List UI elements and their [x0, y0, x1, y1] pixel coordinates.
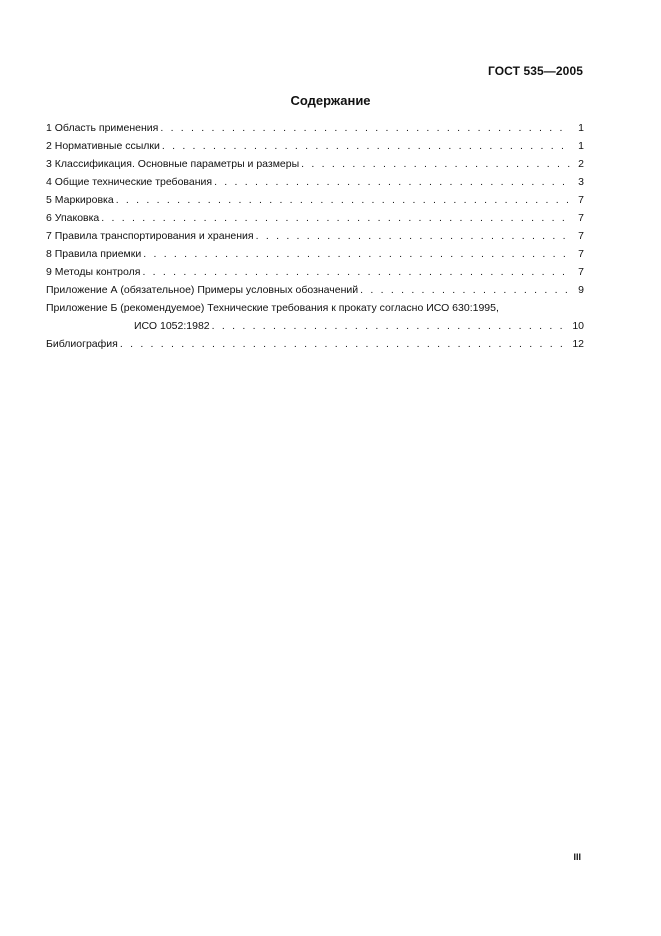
toc-entry-5[interactable] [46, 191, 584, 209]
toc-entry-page: 10 [572, 320, 584, 332]
toc-entry-label: 4 Общие технические требования [46, 176, 213, 188]
toc-entry-page: 1 [578, 122, 584, 134]
dot-leader [160, 119, 570, 137]
toc-entry-1[interactable] [46, 119, 584, 137]
toc-entry-label: Приложение А (обязательное) Примеры условных обозначений [46, 284, 359, 296]
toc-entry-page: 7 [578, 230, 584, 242]
toc-entry-2[interactable] [46, 137, 584, 155]
toc-entry-label: 1 Область применения [46, 122, 159, 134]
dot-leader [301, 155, 570, 173]
dot-leader [214, 173, 570, 191]
toc-entry-4[interactable] [46, 173, 584, 191]
toc-entry-bibliography[interactable] [46, 335, 584, 353]
toc-entry-label: 3 Классификация. Основные параметры и размеры [46, 158, 300, 170]
toc-entry-label-line1: Приложение Б (рекомендуемое) Технические требования к прокату согласно ИСО 630:1995, [46, 302, 499, 314]
toc-entry-page: 7 [578, 248, 584, 260]
toc-entry-9[interactable] [46, 263, 584, 281]
toc-entry-label: 9 Методы контроля [46, 266, 141, 278]
toc-entry-page: 12 [572, 338, 584, 350]
page-number: III [573, 852, 581, 862]
toc-entry-page: 7 [578, 212, 584, 224]
toc-entry-label: 7 Правила транспортирования и хранения [46, 230, 254, 242]
toc-entry-8[interactable] [46, 245, 584, 263]
toc-entry-7[interactable] [46, 227, 584, 245]
toc-entry-appendix-b[interactable] [46, 299, 584, 335]
toc-entry-3[interactable] [46, 155, 584, 173]
toc-entry-page: 9 [578, 284, 584, 296]
toc-entry-page: 2 [578, 158, 584, 170]
document-code-header: ГОСТ 535—2005 [487, 64, 583, 78]
toc-entry-label: 6 Упаковка [46, 212, 100, 224]
dot-leader [116, 191, 570, 209]
dot-leader [143, 245, 570, 263]
toc-entry-label: Библиография [46, 338, 118, 350]
toc-entry-page: 7 [578, 266, 584, 278]
dot-leader [120, 335, 570, 353]
toc-entry-page: 7 [578, 194, 584, 206]
page-title: Содержание [290, 93, 371, 108]
toc-entry-appendix-a[interactable] [46, 281, 584, 299]
toc-entry-label: 2 Нормативные ссылки [46, 140, 160, 152]
toc-entry-page: 3 [578, 176, 584, 188]
toc-entry-label-line2: ИСО 1052:1982 [134, 320, 210, 332]
table-of-contents [46, 119, 584, 353]
toc-entry-6[interactable] [46, 209, 584, 227]
dot-leader [360, 281, 570, 299]
toc-entry-label: 5 Маркировка [46, 194, 114, 206]
toc-entry-page: 1 [578, 140, 584, 152]
dot-leader [212, 317, 570, 335]
toc-entry-label: 8 Правила приемки [46, 248, 142, 260]
dot-leader [101, 209, 570, 227]
dot-leader [162, 137, 570, 155]
dot-leader [142, 263, 570, 281]
dot-leader [256, 227, 570, 245]
